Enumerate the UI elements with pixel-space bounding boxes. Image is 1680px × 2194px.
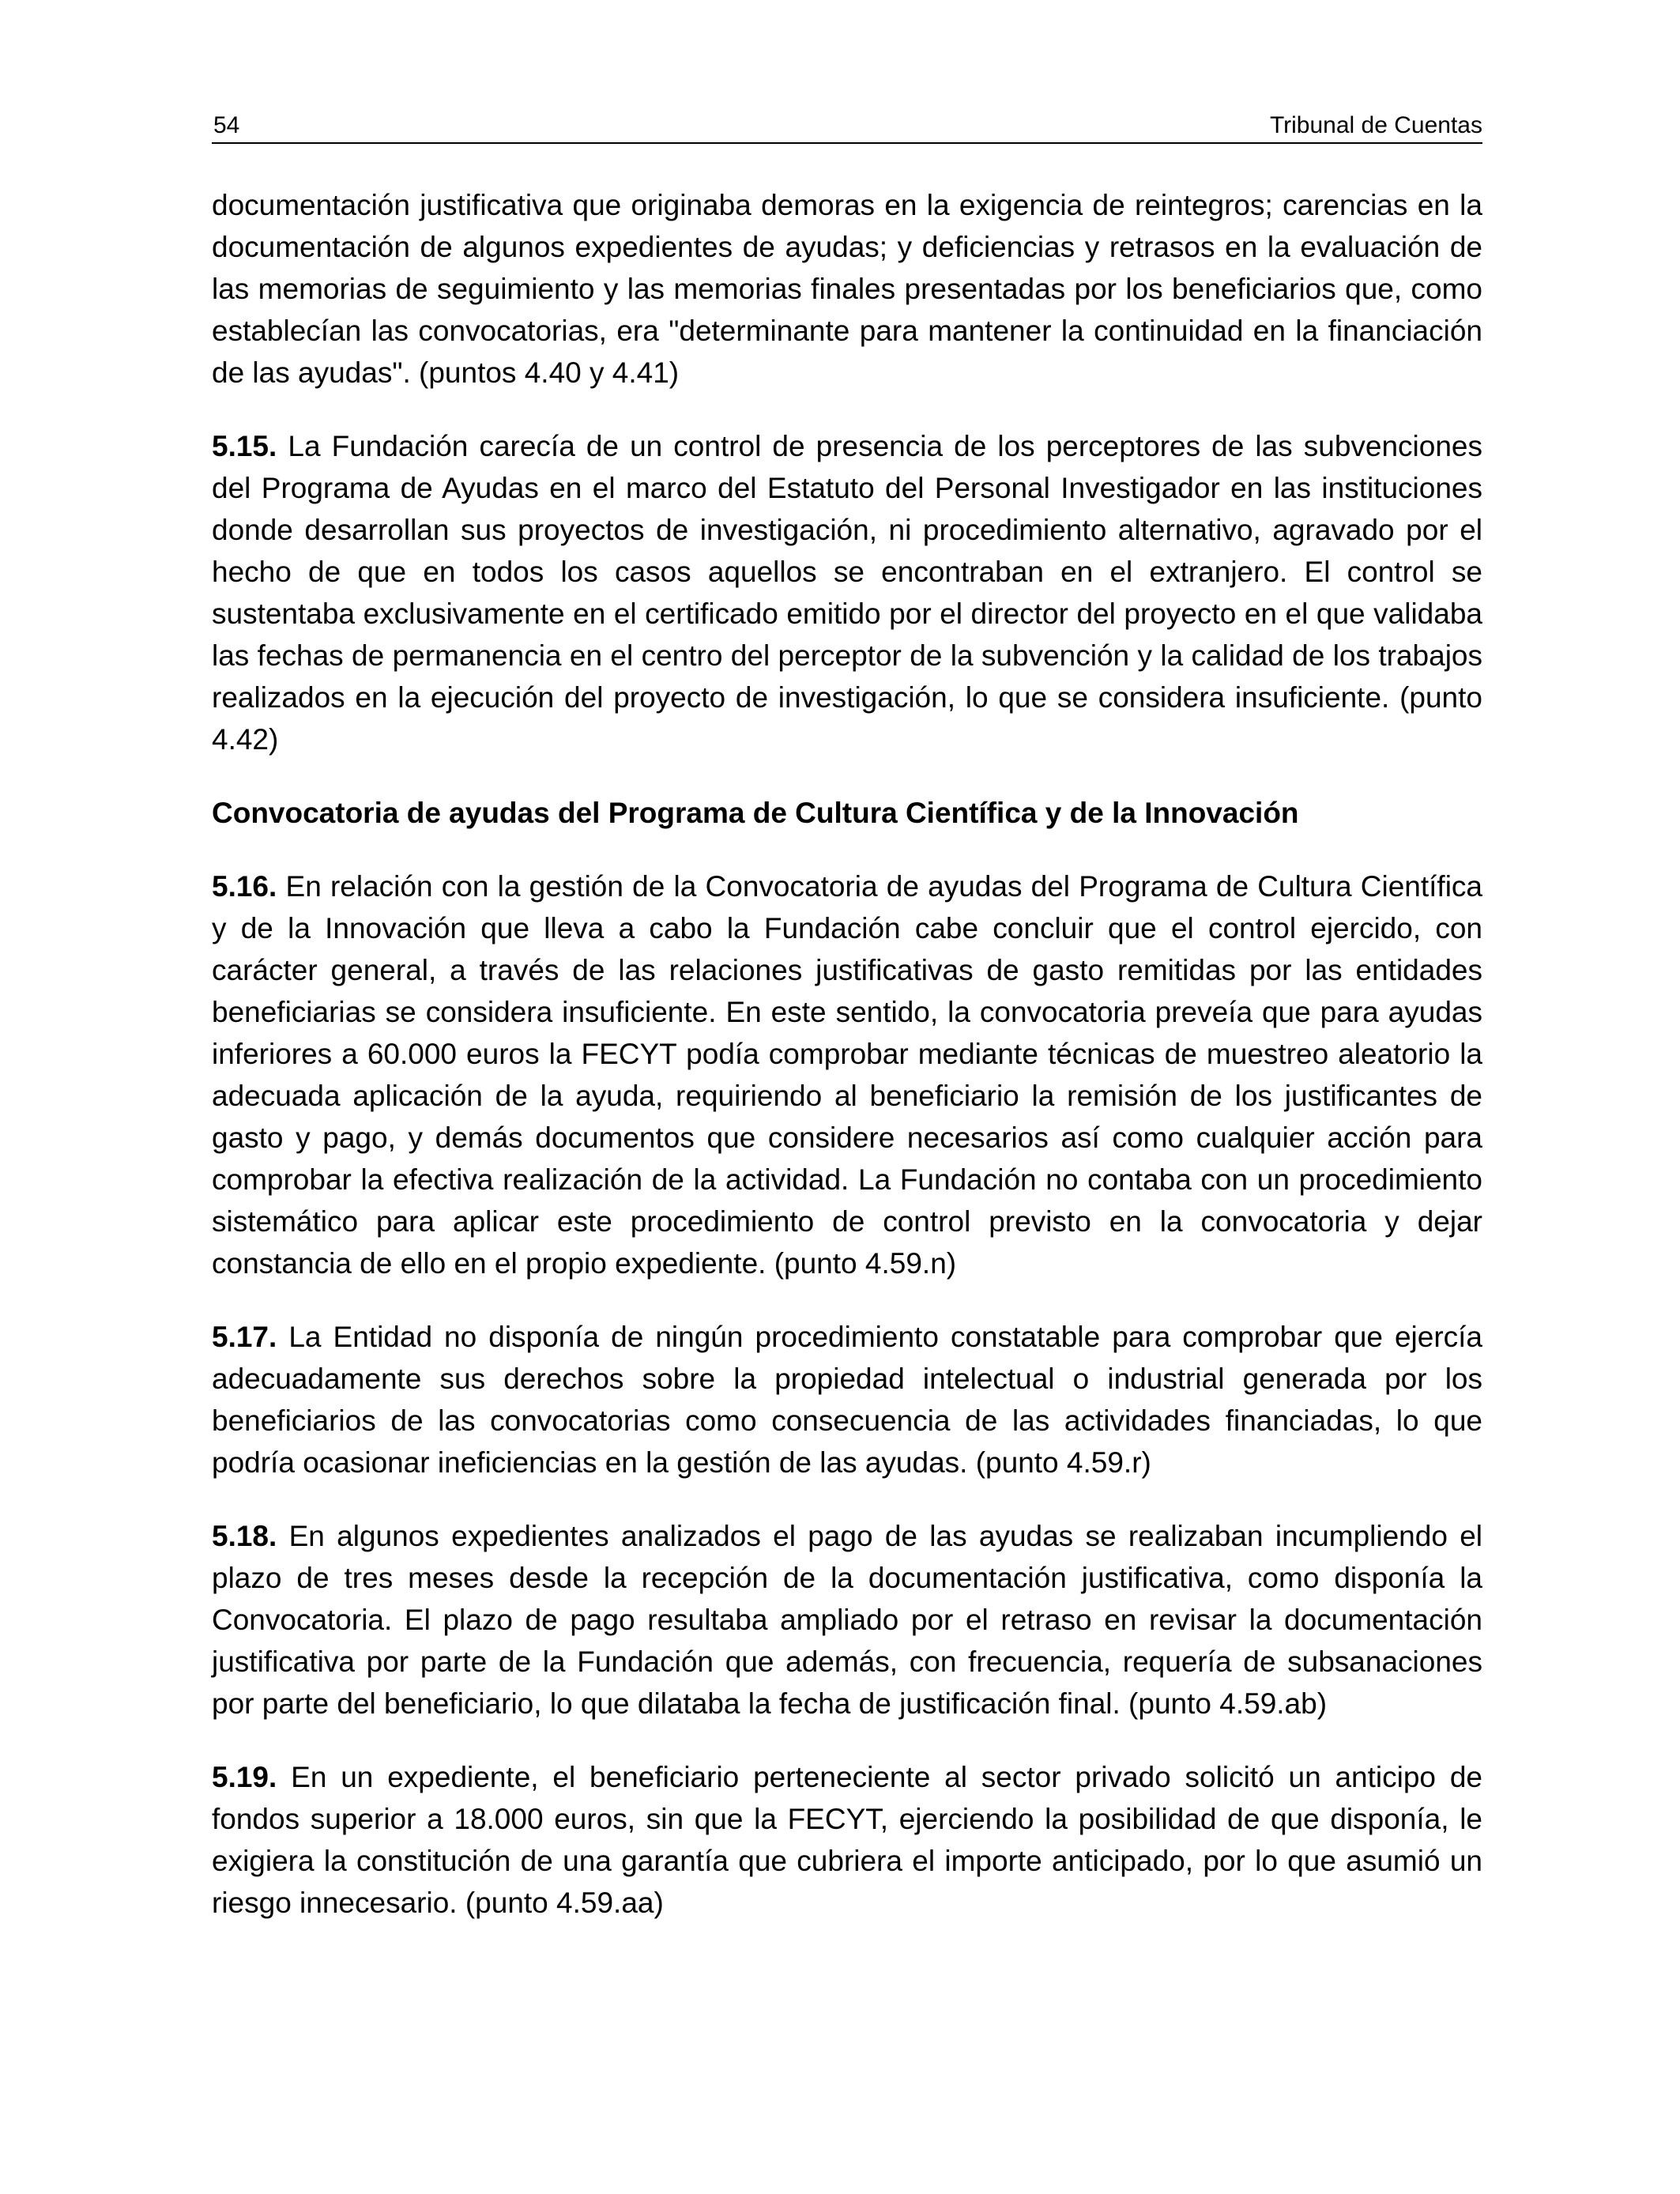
page-number: 54 [213, 112, 240, 138]
paragraph-5-19 [212, 1756, 1482, 1924]
paragraph-5-16 [212, 865, 1482, 1284]
paragraph-5-18 [212, 1515, 1482, 1725]
section-heading: Convocatoria de ayudas del Programa de Cultura Científica y de la Innovación [212, 797, 1299, 829]
header-title: Tribunal de Cuentas [1269, 112, 1482, 138]
paragraph-continuation [212, 184, 1482, 394]
paragraph-text: La Entidad no disponía de ningún procedimiento constatable para comprobar que ejercía adecuadamente sus derechos sobre la propiedad intelectual o industrial generada por los beneficiarios de las convocatorias como consecuencia de las actividades financiadas, lo que podría ocasionar ineficiencias en la gestión de las ayudas. (punto 4.59.r) [212, 1321, 1483, 1479]
paragraph-5-15 [212, 425, 1482, 760]
paragraph-text: En relación con la gestión de la Convocatoria de ayudas del Programa de Cultura Científica y de la Innovación que lleva a cabo la Fundación cabe concluir que el control ejercido, con carácter general, a través de las relaciones justificativas de gasto remitidas por las entidades beneficiarias se considera insuficiente. En este sentido, la convocatoria preveía que para ayudas inferiores a 60.000 euros la FECYT podía comprobar mediante técnicas de muestreo aleatorio la adecuada aplicación de la ayuda, requiriendo al beneficiario la remisión de los justificantes de gasto y pago, y demás documentos que considere necesarios así como cualquier acción para comprobar la efectiva realización de la actividad. La Fundación no contaba con un procedimiento sistemático para aplicar este procedimiento de control previsto en la convocatoria y dejar constancia de ello en el propio expediente. (punto 4.59.n) [212, 870, 1482, 1280]
paragraph-number: 5.18. [212, 1520, 277, 1552]
paragraph-text: En algunos expedientes analizados el pago de las ayudas se realizaban incumpliendo el plazo de tres meses desde la recepción de la documentación justificativa, como disponía la Convocatoria. El plazo de pago resultaba ampliado por el retraso en revisar la documentación justificativa por parte de la Fundación que además, con frecuencia, requería de subsanaciones por parte del beneficiario, lo que dilataba la fecha de justificación final. (punto 4.59.ab) [212, 1520, 1482, 1720]
page-header [212, 109, 1482, 144]
paragraph-text: La Fundación carecía de un control de presencia de los perceptores de las subvenciones del Programa de Ayudas en el marco del Estatuto del Personal Investigador en las instituciones donde desarrollan sus proyectos de investigación, ni procedimiento alternativo, agravado por el hecho de que en todos los casos aquellos se encontraban en el extranjero. El control se sustentaba exclusivamente en el certificado emitido por el director del proyecto en el que validaba las fechas de permanencia en el centro del perceptor de la subvención y la calidad de los trabajos realizados en la ejecución del proyecto de investigación, lo que se considera insuficiente. (punto 4.42) [212, 430, 1483, 756]
paragraph-5-17 [212, 1316, 1482, 1483]
paragraph-text: documentación justificativa que originaba demoras en la exigencia de reintegros; carencias en la documentación de algunos expedientes de ayudas; y deficiencias y retrasos en la evaluación de las memorias de seguimiento y las memorias finales presentadas por los beneficiarios que, como establecían las convocatorias, era "determinante para mantener la continuidad en la financiación de las ayudas". (puntos 4.40 y 4.41) [212, 189, 1482, 389]
paragraph-text: En un expediente, el beneficiario perteneciente al sector privado solicitó un anticipo de fondos superior a 18.000 euros, sin que la FECYT, ejerciendo la posibilidad de que disponía, le exigiera la constitución de una garantía que cubriera el importe anticipado, por lo que asumió un riesgo innecesario. (punto 4.59.aa) [212, 1761, 1483, 1919]
paragraph-number: 5.15. [212, 430, 277, 462]
paragraph-number: 5.19. [212, 1761, 277, 1793]
paragraph-number: 5.17. [212, 1321, 277, 1353]
document-body [212, 184, 1482, 1924]
paragraph-number: 5.16. [212, 870, 277, 903]
